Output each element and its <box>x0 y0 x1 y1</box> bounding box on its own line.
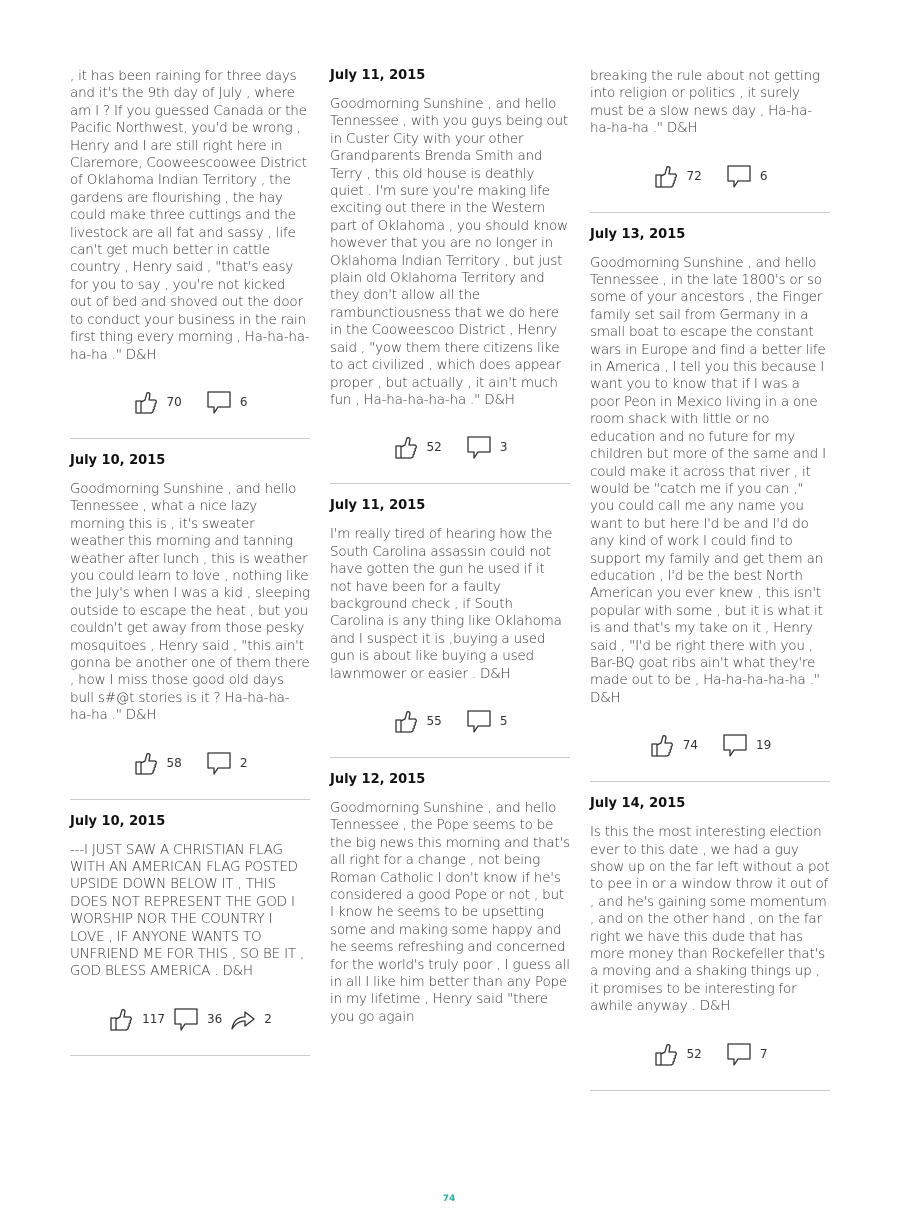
thumbs-up-icon <box>649 732 675 758</box>
like-count: 52 <box>686 1046 702 1061</box>
comment-count: 3 <box>499 440 508 455</box>
post-actions <box>590 717 830 773</box>
like-button[interactable] <box>393 708 442 734</box>
column-3 <box>590 68 830 1105</box>
comment-button[interactable] <box>726 1041 768 1067</box>
thumbs-up-icon <box>653 1041 679 1067</box>
like-count: 117 <box>142 1011 165 1026</box>
post-date: July 12, 2015 <box>330 771 426 787</box>
comment-count: 2 <box>239 755 248 770</box>
comment-button[interactable] <box>466 434 508 460</box>
comment-count: 19 <box>756 738 772 753</box>
post-divider <box>590 212 830 213</box>
post-actions <box>590 1026 830 1082</box>
comment-button[interactable] <box>722 732 771 758</box>
post-body: , it has been raining for three days and it's the 9th day of July , where am I ? If you guessed Canada or the Pacific Northwest, you'd be wrong , Henry and I are still right here in Claremore, Cooweescoowee District of Oklahoma Indian Territory , the gardens are flourishing , the hay could make three cuttings and the livestock are all fat and sassy , life can't get much better in cattle country , Henry said , "that's easy for you to say , you're not kicked out of bed and shoved out the door to conduct your business in the rain first thing every morning , Ha-ha-ha-ha-ha ." D&H <box>70 68 310 363</box>
post-body: Goodmorning Sunshine , and hello Tennessee , the Pope seems to be the big news this morning and that's all right for a change , not being Roman Catholic I don't know if he's considered a good Pope or not , but I know he seems to be upsetting some and making some happy and he seems refreshing and concerned for the world's truly poor , I guess all in all I like him better than any Pope in my lifetime , Henry said "there you go again <box>330 799 570 1025</box>
post-actions <box>330 693 570 749</box>
post-divider <box>330 483 570 484</box>
comment-icon <box>206 750 232 776</box>
like-count: 55 <box>426 713 442 728</box>
comment-button[interactable] <box>206 389 248 415</box>
comment-icon <box>206 389 232 415</box>
like-button[interactable] <box>393 434 442 460</box>
post <box>330 772 570 1026</box>
comment-count: 36 <box>206 1011 223 1026</box>
like-count: 52 <box>426 440 442 455</box>
comment-icon <box>466 708 492 734</box>
comment-count: 7 <box>759 1046 768 1061</box>
post-divider <box>590 781 830 782</box>
thumbs-up-icon <box>133 750 159 776</box>
post-date: July 10, 2015 <box>70 813 166 829</box>
post-date: July 11, 2015 <box>330 68 426 83</box>
comment-count: 6 <box>759 168 768 183</box>
comment-count: 5 <box>499 713 508 728</box>
share-count: 2 <box>264 1011 272 1026</box>
like-count: 72 <box>686 168 702 183</box>
comment-button[interactable] <box>466 708 508 734</box>
thumbs-up-icon <box>108 1006 134 1032</box>
comment-button[interactable] <box>726 163 768 189</box>
like-count: 70 <box>166 394 182 409</box>
post-actions <box>70 735 310 791</box>
thumbs-up-icon <box>393 434 419 460</box>
post-divider <box>330 757 570 758</box>
comment-count: 6 <box>239 394 248 409</box>
share-button[interactable] <box>230 1006 272 1032</box>
post <box>70 453 310 800</box>
comment-icon <box>722 732 748 758</box>
post-actions <box>590 148 830 204</box>
post-divider <box>70 438 310 439</box>
thumbs-up-icon <box>393 708 419 734</box>
post-divider <box>70 799 310 800</box>
like-button[interactable] <box>653 1041 702 1067</box>
post-actions <box>70 991 310 1047</box>
post <box>70 68 310 439</box>
like-button[interactable] <box>133 750 182 776</box>
comment-icon <box>173 1006 199 1032</box>
post <box>70 814 310 1056</box>
post-body: Goodmorning Sunshine , and hello Tennessee , in the late 1800's or so some of your ancestors , the Finger family set sail from Germany in a small boat to escape the constant wars in Europe and find a better life in America , I tell you this because I want you to know that if I was a poor Peon in Mexico living in a one room shack with little or no education and no future for my children but more of the same and I could make it across that river , it would be "catch me if you can ," you could call me any name you want to but here I'd be and I'd do any kind of work I could find to support my family and get them an education , I'd be the best North American you ever knew , this isn't popular with some , but it is what it is and that's my take on it , Henry said , "I'd be right there with you , Bar-BQ goat ribs ain't what they're made out to be , Ha-ha-ha-ha-ha ." D&H <box>590 254 826 706</box>
column-2 <box>330 68 570 1026</box>
post <box>590 796 830 1090</box>
like-button[interactable] <box>649 732 698 758</box>
like-button[interactable] <box>133 389 182 415</box>
post-body: breaking the rule about not getting into religion or politics , it surely must be a slow news day , Ha-ha-ha-ha-ha ." D&H <box>590 68 820 137</box>
post <box>590 68 830 213</box>
post <box>330 68 570 484</box>
like-count: 74 <box>682 738 698 753</box>
post-date: July 13, 2015 <box>590 226 686 242</box>
post <box>590 227 830 783</box>
comment-icon <box>466 434 492 460</box>
post-date: July 11, 2015 <box>330 498 426 514</box>
like-button[interactable] <box>653 163 702 189</box>
post-body: Goodmorning Sunshine , and hello Tennessee , what a nice lazy morning this is , it's sweater weather this morning and tanning weather after lunch , this is weather you could learn to love , nothing like the July's when I was a kid , sleeping outside to escape the heat , but you couldn't get away from those pesky mosquitoes , Henry said , "this ain't gonna be another one of them there , how I miss those good old days bull s#@t stories is it ? Ha-ha-ha-ha-ha ." D&H <box>70 480 310 724</box>
post-date: July 14, 2015 <box>590 796 686 812</box>
thumbs-up-icon <box>653 163 679 189</box>
post-body: Goodmorning Sunshine , and hello Tennessee , with you guys being out in Custer City with your other Grandparents Brenda Smith and Terry , this old house is deathly quiet . I'm sure you're making life exciting out there in the Western part of Oklahoma , you should know however that you are no longer in Oklahoma Indian Territory , but just plain old Oklahoma Territory and they don't allow all the rambunctiousness that we do here in the Cooweescoo District , Henry said , "yow them there citizens like to act civilized , which does appear proper , but actually , it ain't much fun , Ha-ha-ha-ha-ha ." D&H <box>330 96 568 408</box>
post-actions <box>70 374 310 430</box>
page-number: 74 <box>442 1194 456 1204</box>
post-body: ---I JUST SAW A CHRISTIAN FLAG WITH AN AMERICAN FLAG POSTED UPSIDE DOWN BELOW IT , THIS DOES NOT REPRESENT THE GOD I WORSHIP NOR THE COUNTRY I LOVE , IF ANYONE WANTS TO UNFRIEND ME FOR THIS , SO BE IT , GOD BLESS AMERICA . D&H <box>70 841 305 980</box>
post-actions <box>330 419 570 475</box>
comment-button[interactable] <box>173 1006 222 1032</box>
share-icon <box>230 1006 256 1032</box>
column-1 <box>70 68 310 1070</box>
like-button[interactable] <box>108 1006 165 1032</box>
comment-button[interactable] <box>206 750 248 776</box>
post-divider <box>70 1055 310 1056</box>
post-body: Is this the most interesting election ever to this date , we had a guy show up on the far left without a pot to pee in or a window throw it out of , and he's gaining some momentum , and on the other hand , on the far right we have this dude that has more money than Rockefeller that's a moving and a shaking things up , it promises to be interesting for awhile anyway . D&H <box>590 824 830 1015</box>
post-divider <box>590 1090 830 1091</box>
like-count: 58 <box>166 755 182 770</box>
comment-icon <box>726 163 752 189</box>
comment-icon <box>726 1041 752 1067</box>
post <box>330 498 570 758</box>
post-body: I'm really tired of hearing how the South Carolina assassin could not have gotten the gun he used if it not have been for a faulty background check , if South Carolina is any thing like Oklahoma and I suspect it is ,buying a used gun is about like buying a used lawnmower or easier . D&H <box>330 526 562 682</box>
post-date: July 10, 2015 <box>70 452 166 468</box>
thumbs-up-icon <box>133 389 159 415</box>
